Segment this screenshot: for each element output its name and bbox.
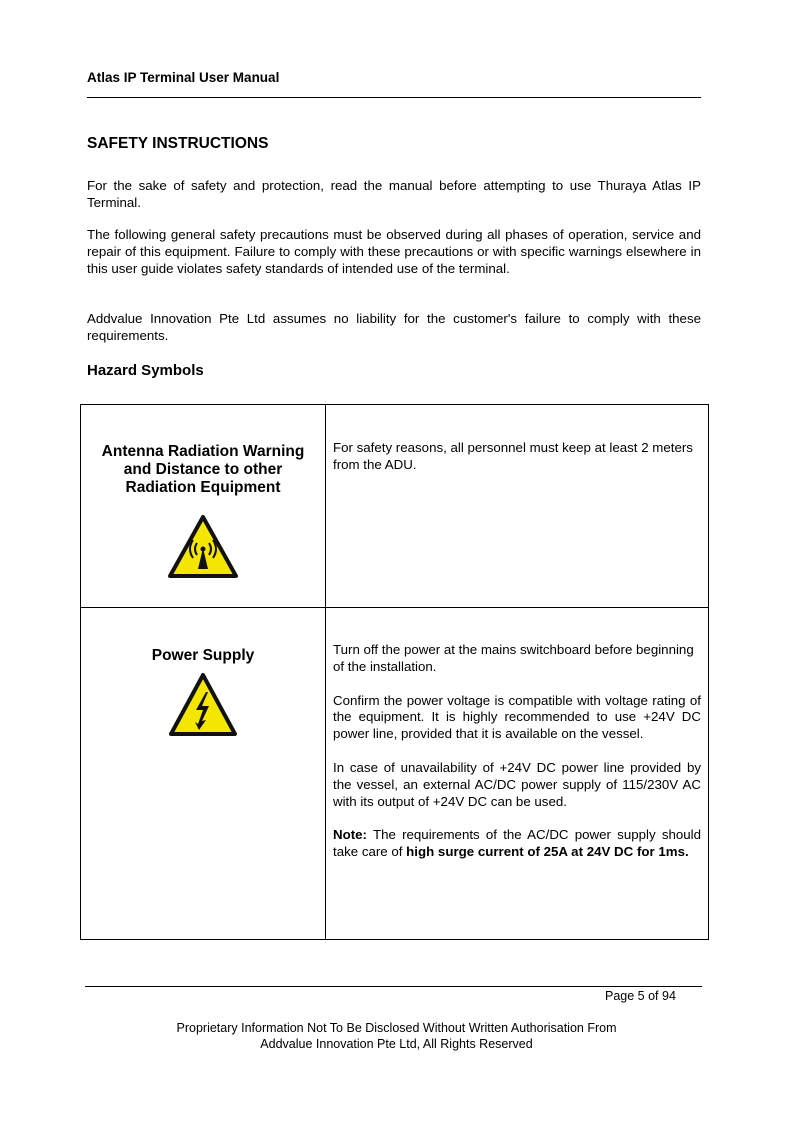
hazard-text: For safety reasons, all personnel must keep at least 2 meters from the ADU.: [333, 440, 693, 472]
hazard-table: [80, 404, 709, 940]
hazard-row: [81, 405, 709, 608]
footer-divider: [85, 986, 702, 987]
liability-paragraph: Addvalue Innovation Pte Ltd assumes no liability for the customer's failure to comply with these requirements.: [87, 311, 701, 343]
hazard-title: Antenna Radiation Warning and Distance to other Radiation Equipment: [101, 443, 305, 496]
footer-line-2: Addvalue Innovation Pte Ltd, All Rights Reserved: [260, 1037, 533, 1051]
hazard-text: Turn off the power at the mains switchboard before beginning of the installation.: [333, 642, 694, 674]
intro-paragraph: For the sake of safety and protection, read the manual before attempting to use Thuraya Atlas IP Terminal.: [87, 178, 701, 210]
hazard-description-cell: [326, 608, 709, 940]
hazard-symbol-cell: [81, 608, 326, 940]
hazard-title: Power Supply: [151, 647, 255, 664]
hazard-text: Confirm the power voltage is compatible with voltage rating of the equipment. It is highly recommended to use +24V DC power line, provided that it is available on the vessel.: [333, 692, 701, 742]
header-divider: [87, 97, 701, 98]
subsection-title: Hazard Symbols: [87, 362, 204, 379]
running-header: Atlas IP Terminal User Manual: [87, 70, 280, 85]
note-text: The requirements of the AC/DC power supply should take care of: [333, 827, 701, 860]
precautions-paragraph: The following general safety precautions must be observed during all phases of operation, service and repair of this equipment. Failure to comply with these precautions or with specific warnings elsewhere in this user guide violates safety standards of intended use of the terminal.: [87, 227, 701, 276]
page-number: Page 5 of 94: [605, 989, 676, 1003]
radiation-warning-icon: [167, 514, 239, 580]
hazard-description-cell: [326, 405, 709, 608]
section-title: SAFETY INSTRUCTIONS: [87, 135, 269, 152]
note-bold-text: high surge current of 25A at 24V DC for 1ms.: [406, 844, 689, 860]
note-label: Note:: [333, 827, 367, 843]
hazard-symbol-cell: [81, 405, 326, 608]
hazard-text: In case of unavailability of +24V DC power line provided by the vessel, an external AC/DC power supply of 115/230V AC with its output of +24V DC can be used.: [333, 759, 701, 809]
footer-line-1: Proprietary Information Not To Be Disclosed Without Written Authorisation From: [176, 1021, 617, 1035]
hazard-note: [333, 827, 701, 861]
high-voltage-icon: [168, 672, 238, 738]
footer-notice: [0, 1020, 793, 1052]
hazard-row: [81, 608, 709, 940]
